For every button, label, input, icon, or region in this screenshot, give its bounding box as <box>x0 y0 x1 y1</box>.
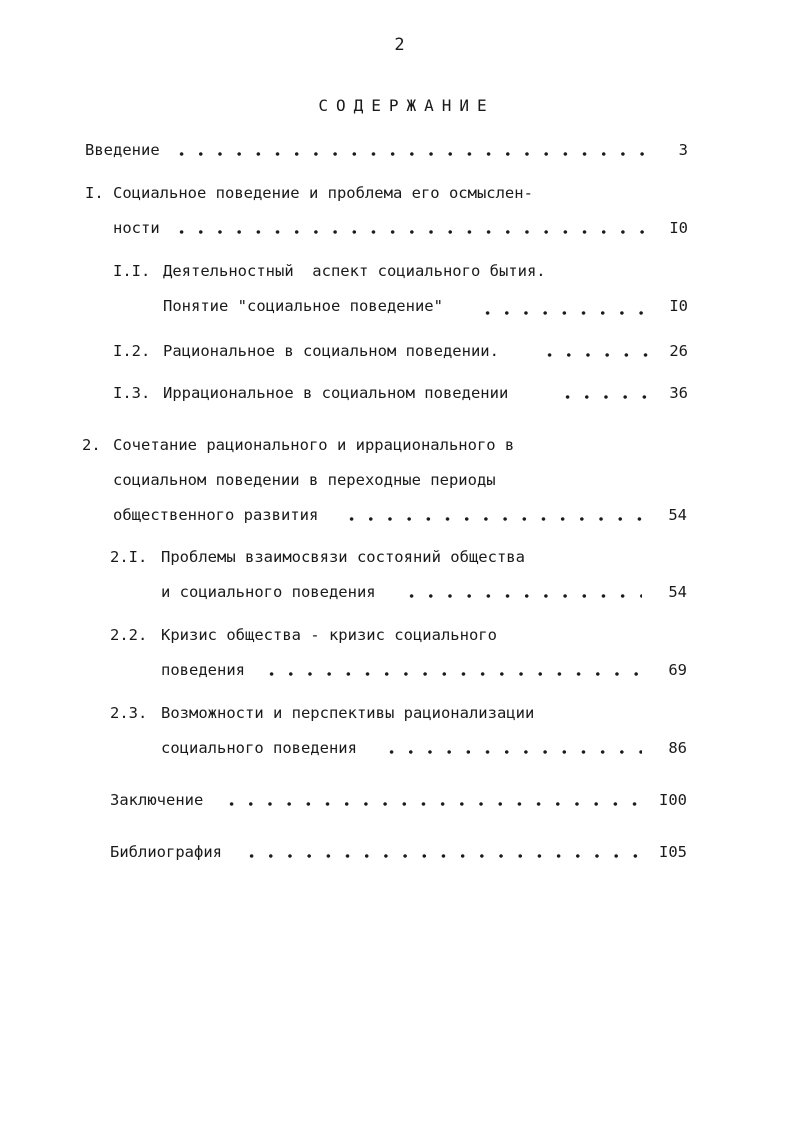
toc-s11-page: I0 <box>669 297 688 315</box>
toc-s23-number: 2.3. <box>110 704 148 722</box>
toc-leader-dots <box>402 594 642 598</box>
toc-s12-page: 26 <box>669 342 688 360</box>
toc-ch1-title-line1: Социальное поведение и проблема его осмыслен- <box>113 184 533 202</box>
toc-ch1-page: I0 <box>669 219 688 237</box>
toc-leader-dots <box>478 311 654 315</box>
toc-s22-number: 2.2. <box>110 626 148 644</box>
toc-heading: СОДЕРЖАНИЕ <box>318 96 495 115</box>
toc-s23-page: 86 <box>668 739 687 757</box>
toc-ch2-title-line3: общественного развития <box>113 506 319 524</box>
toc-conclusion-title: Заключение <box>110 791 204 809</box>
toc-leader-dots <box>540 353 654 357</box>
toc-s21-page: 54 <box>668 583 687 601</box>
toc-leader-dots <box>222 802 642 806</box>
toc-leader-dots <box>382 750 642 754</box>
toc-ch2-title-line1: Сочетание рационального и иррационального в <box>113 436 515 454</box>
toc-ch1-number: I. <box>85 184 104 202</box>
toc-bibliography-title: Библиография <box>110 843 222 861</box>
toc-s21-title-line1: Проблемы взаимосвязи состояний общества <box>161 548 525 566</box>
toc-intro-title: Введение <box>85 141 160 159</box>
toc-s11-title-line1: Деятельностный аспект социального бытия. <box>163 262 546 280</box>
toc-s23-title-line1: Возможности и перспективы рационализации <box>161 704 535 722</box>
toc-leader-dots <box>172 230 654 234</box>
toc-ch2-title-line2: социальном поведении в переходные периоды <box>113 471 496 489</box>
toc-intro-page: 3 <box>678 141 688 159</box>
toc-ch2-number: 2. <box>82 436 101 454</box>
toc-s12-number: I.2. <box>113 342 151 360</box>
toc-s11-title-line2: Понятие "социальное поведение" <box>163 297 443 315</box>
toc-ch2-page: 54 <box>668 506 687 524</box>
toc-s12-title: Рациональное в социальном поведении. <box>163 342 499 360</box>
toc-leader-dots <box>558 395 654 399</box>
toc-s23-title-line2: социального поведения <box>161 739 357 757</box>
toc-s21-title-line2: и социального поведения <box>161 583 376 601</box>
toc-s22-title-line1: Кризис общества - кризис социального <box>161 626 497 644</box>
toc-conclusion-page: I00 <box>659 791 687 809</box>
toc-s11-number: I.I. <box>113 262 151 280</box>
toc-ch1-title-line2: ности <box>113 219 160 237</box>
page-number: 2 <box>394 35 405 55</box>
toc-s22-title-line2: поведения <box>161 661 245 679</box>
toc-s21-number: 2.I. <box>110 548 148 566</box>
toc-s22-page: 69 <box>668 661 687 679</box>
toc-s13-number: I.3. <box>113 384 151 402</box>
toc-leader-dots <box>242 854 642 858</box>
toc-leader-dots <box>262 672 642 676</box>
toc-s13-title: Иррациональное в социальном поведении <box>163 384 509 402</box>
toc-leader-dots <box>342 517 642 521</box>
toc-leader-dots <box>172 152 654 156</box>
toc-s13-page: 36 <box>669 384 688 402</box>
toc-bibliography-page: I05 <box>659 843 687 861</box>
